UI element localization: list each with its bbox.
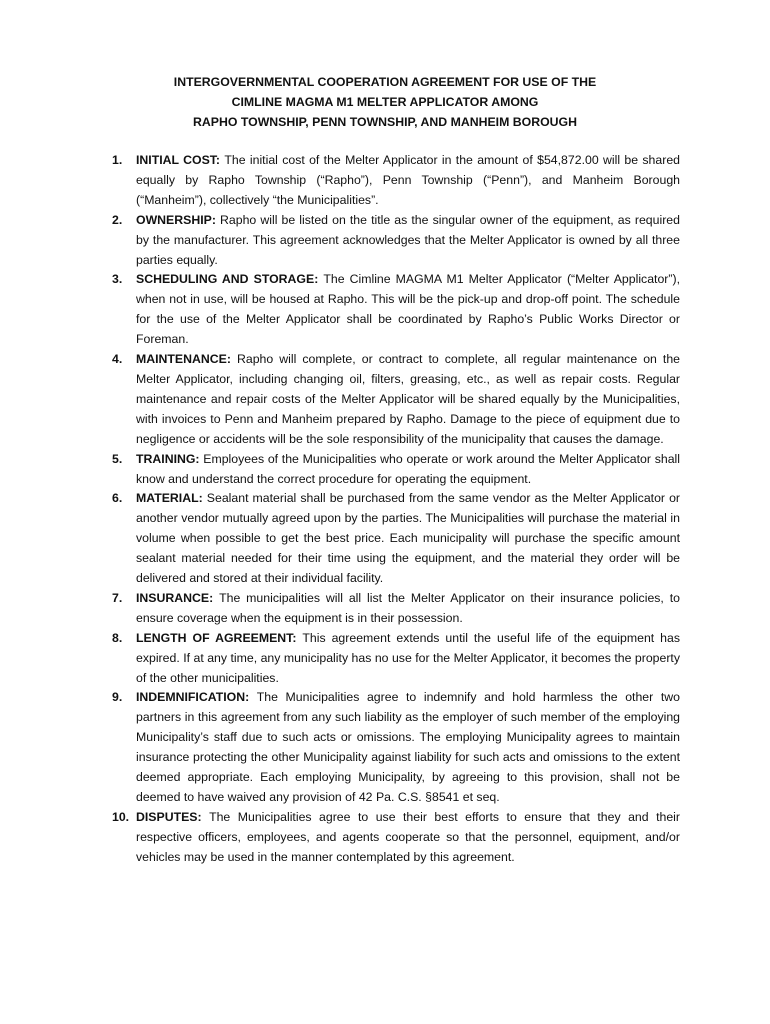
clause-list: [112, 151, 680, 868]
clause-text: The initial cost of the Melter Applicator in the amount of $54,872.00 will be shared equally by Rapho Township (“Rapho”), Penn Township (“Penn”), and Manheim Borough (“Manheim”), collectively “the Municipalities”.: [136, 153, 680, 207]
clause-initial-cost: [112, 151, 680, 211]
clause-text: The Municipalities agree to indemnify and hold harmless the other two partners in this agreement from any such liability as the employer of such member of the employing Municipality’s staff due to such acts or omissions. The employing Municipality agrees to maintain insurance protecting the other Municipality against liability for such acts and omissions to the extent deemed appropriate. Each employing Municipality, by agreeing to this provision, shall not be deemed to have waived any provision of 42 Pa. C.S. §8541 et seq.: [136, 690, 680, 804]
clause-text: The municipalities will all list the Melter Applicator on their insurance policies, to ensure coverage when the equipment is in their possession.: [136, 590, 680, 625]
clause-number: 10.: [112, 809, 130, 824]
clause-number: 9.: [112, 690, 123, 705]
clause-heading: OWNERSHIP:: [136, 212, 221, 227]
clause-heading: LENGTH OF AGREEMENT:: [136, 630, 303, 645]
title-line: INTERGOVERNMENTAL COOPERATION AGREEMENT FOR USE OF THE: [173, 75, 597, 89]
clause-number: 8.: [112, 630, 123, 645]
clause-text: Employees of the Municipalities who operate or work around the Melter Applicator shall know and understand the correct procedure for operating the equipment.: [136, 451, 680, 486]
clause-disputes: [112, 808, 680, 868]
clause-scheduling-storage: [112, 270, 680, 350]
document-title: [0, 72, 770, 132]
clause-number: 5.: [112, 451, 123, 466]
clause-heading: DISPUTES:: [136, 809, 210, 824]
clause-length-of-agreement: [112, 629, 680, 689]
clause-heading: MATERIAL:: [136, 491, 207, 506]
clause-heading: MAINTENANCE:: [136, 352, 237, 367]
clause-text: Rapho will be listed on the title as the singular owner of the equipment, as required by the manufacturer. This agreement acknowledges that the Melter Applicator is owned by all three parties equally.: [136, 212, 680, 267]
clause-training: [112, 450, 680, 490]
clause-text: Sealant material shall be purchased from the same vendor as the Melter Applicator or another vendor mutually agreed upon by the parties. The Municipalities will purchase the material in volume when possible to get the best price. Each municipality will purchase the specific amount sealant material needed for their time using the equipment, and the material they order will be delivered and stored at their individual facility.: [136, 491, 681, 586]
clause-heading: INITIAL COST:: [136, 153, 225, 167]
clause-ownership: [112, 211, 680, 271]
title-line: CIMLINE MAGMA M1 MELTER APPLICATOR AMONG: [231, 95, 539, 109]
clause-text: The Cimline MAGMA M1 Melter Applicator (“Melter Applicator”), when not in use, will be housed at Rapho. This will be the pick-up and drop-off point. The schedule for the use of the Melter Applicator shall be coordinated by Rapho’s Public Works Director or Foreman.: [136, 272, 680, 347]
clause-number: 2.: [112, 212, 123, 227]
clause-text: The Municipalities agree to use their best efforts to ensure that they and their respective officers, employees, and agents cooperate so that the personnel, equipment, and/or vehicles may be used in the manner contemplated by this agreement.: [136, 809, 680, 864]
clause-number: 1.: [112, 153, 123, 167]
clause-number: 4.: [112, 352, 123, 367]
clause-indemnification: [112, 688, 680, 807]
clause-number: 3.: [112, 272, 123, 287]
title-line: RAPHO TOWNSHIP, PENN TOWNSHIP, AND MANHEIM BOROUGH: [193, 115, 577, 129]
clause-maintenance: [112, 350, 680, 450]
clause-number: 7.: [112, 590, 123, 605]
clause-text: Rapho will complete, or contract to complete, all regular maintenance on the Melter Applicator, including changing oil, filters, greasing, etc., as well as repair costs. Regular maintenance and repair costs of the Melter Applicator will be shared equally by the Municipalities, with invoices to Penn and Manheim prepared by Rapho. Damage to the piece of equipment due to negligence or accidents will be the sole responsibility of the municipality that causes the damage.: [136, 352, 681, 446]
clause-heading: SCHEDULING AND STORAGE:: [136, 272, 324, 287]
clause-material: [112, 489, 680, 589]
clause-heading: INDEMNIFICATION:: [136, 690, 257, 705]
clause-insurance: [112, 589, 680, 629]
clause-text: This agreement extends until the useful life of the equipment has expired. If at any time, any municipality has no use for the Melter Applicator, it becomes the property of the other municipalities.: [136, 630, 680, 685]
clause-number: 6.: [112, 491, 123, 506]
clause-heading: INSURANCE:: [136, 590, 220, 605]
clause-heading: TRAINING:: [136, 451, 204, 466]
